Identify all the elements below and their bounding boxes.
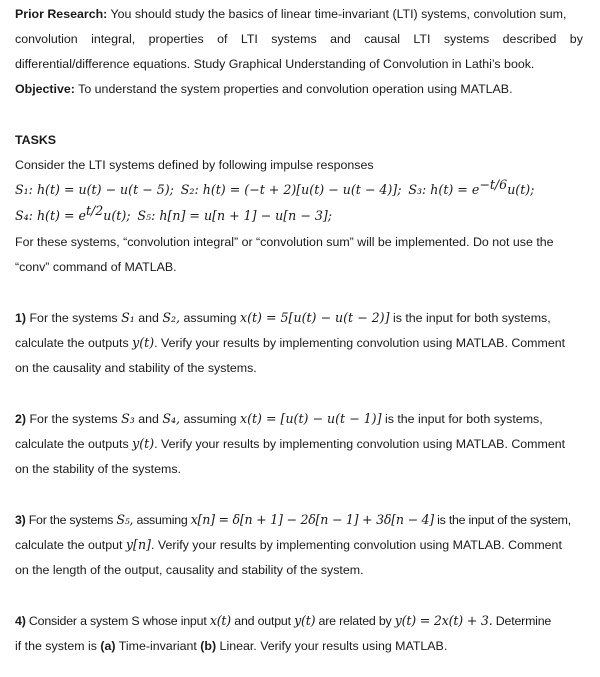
q3-line-3: on the length of the output, causality and stability of the system. — [15, 563, 364, 577]
s1-equation: h(t) = u(t) − u(t − 5); — [36, 182, 174, 197]
q4-linear: Linear. Verify your results using MATLAB. — [219, 639, 448, 653]
s5-label: S₅: — [137, 208, 160, 223]
s4-label: S₄: — [15, 208, 37, 223]
equations-row-2 — [15, 202, 583, 224]
prior-research-line-1 — [15, 6, 583, 22]
q1-input-eq: x(t) = 5[u(t) − u(t − 2)] — [239, 310, 390, 325]
q1-calc: calculate the outputs — [15, 336, 129, 350]
q2-s4: S₄, — [162, 411, 181, 426]
s4-equation: h(t) = e — [36, 208, 86, 223]
q1-and: and — [138, 311, 159, 325]
s4-tail: u(t); — [103, 208, 131, 223]
q2-number: 2) — [15, 412, 27, 426]
prior-research-line-3: differential/difference equations. Study Graphical Understanding of Convolution in Lathi’s book. — [15, 57, 535, 71]
q3-line-2 — [15, 537, 583, 553]
q4-text: Consider a system S whose input — [28, 614, 207, 628]
objective-label: Objective: — [15, 82, 75, 96]
q2-line-1 — [15, 411, 583, 427]
q3-output: y[n] — [125, 537, 151, 552]
word: integral, — [91, 32, 136, 46]
q1-verify: . Verify your results by implementing convolution using MATLAB. Comment — [154, 336, 566, 350]
q3-number: 3) — [15, 513, 26, 527]
prior-research-text-1: You should study the basics of linear time-invariant (LTI) systems, convolution sum, — [110, 7, 567, 21]
q2-line-2 — [15, 436, 583, 452]
word: of — [217, 32, 228, 46]
tasks-note-line-2: “conv” command of MATLAB. — [15, 260, 177, 274]
word: LTI — [413, 32, 431, 46]
s3-exponent: −t/6 — [479, 176, 508, 192]
q4-if-system: if the system is — [15, 639, 97, 653]
equations-row-1 — [15, 176, 583, 198]
s1-label: S₁: — [15, 182, 37, 197]
q2-rest: is the input for both systems, — [384, 412, 543, 426]
objective-text: To understand the system properties and convolution operation using MATLAB. — [78, 82, 513, 96]
word: properties — [148, 32, 204, 46]
word: LTI — [240, 32, 258, 46]
q2-and: and — [138, 412, 159, 426]
q4-and-output: and output — [234, 614, 291, 628]
q3-assuming: assuming — [136, 513, 188, 527]
word: systems — [271, 32, 317, 46]
q4-determine: Determine — [495, 614, 552, 628]
q3-verify: . Verify your results by implementing convolution using MATLAB. Comment — [150, 538, 562, 552]
tasks-heading: TASKS — [15, 133, 57, 147]
q1-output: y(t) — [132, 335, 155, 350]
q2-text: For the systems — [29, 412, 118, 426]
prior-research-label: Prior Research: — [15, 7, 108, 21]
q1-s2: S₂, — [162, 310, 181, 325]
q1-line-2 — [15, 335, 583, 351]
word: systems — [443, 32, 490, 46]
q4-line-2 — [15, 638, 583, 654]
q4-input: x(t) — [209, 613, 232, 628]
q1-text: For the systems — [29, 311, 118, 325]
word: and — [330, 32, 351, 46]
s3-tail: u(t); — [507, 182, 535, 197]
q4-number: 4) — [15, 614, 26, 628]
q3-s5: S₅, — [116, 512, 134, 527]
q2-s3: S₃ — [121, 411, 135, 426]
q4-output: y(t) — [294, 613, 316, 628]
q2-line-3: on the stability of the systems. — [15, 462, 181, 476]
word: described — [502, 32, 557, 46]
q2-assuming: assuming — [183, 412, 237, 426]
word: by — [569, 32, 583, 46]
s5-equation: h[n] = u[n + 1] − u[n − 3]; — [159, 208, 333, 223]
tasks-note-line-1: For these systems, “convolution integral” or “convolution sum” will be implemented. Do not use the — [15, 235, 554, 249]
q4-equation: y(t) = 2x(t) + 3. — [394, 613, 493, 628]
q3-rest: is the input of the system, — [437, 513, 571, 527]
q4-line-1 — [15, 613, 583, 629]
q3-calc: calculate the output — [15, 538, 123, 552]
q1-line-3: on the causality and stability of the systems. — [15, 361, 257, 375]
q2-verify: . Verify your results by implementing convolution using MATLAB. Comment — [154, 437, 566, 451]
s2-equation: h(t) = (−t + 2)[u(t) − u(t − 4)]; — [202, 182, 402, 197]
q3-text: For the systems — [28, 513, 114, 527]
q1-rest: is the input for both systems, — [392, 311, 551, 325]
q2-calc: calculate the outputs — [15, 437, 129, 451]
q1-line-1 — [15, 310, 583, 326]
q1-s1: S₁ — [121, 310, 135, 325]
q4-part-b: (b) — [200, 639, 217, 653]
tasks-intro: Consider the LTI systems defined by following impulse responses — [15, 158, 374, 172]
s3-label: S₃: — [408, 182, 431, 197]
word: convolution — [15, 32, 78, 46]
s4-exponent: t/2 — [85, 202, 104, 218]
q2-output: y(t) — [132, 436, 155, 451]
objective-line — [15, 81, 583, 97]
q1-assuming: assuming — [183, 311, 237, 325]
s2-label: S₂: — [180, 182, 203, 197]
q3-input-eq: x[n] = δ[n + 1] − 2δ[n − 1] + 3δ[n − 4] — [190, 512, 434, 527]
q4-time-invariant: Time-invariant — [118, 639, 197, 653]
q4-part-a: (a) — [100, 639, 116, 653]
q2-input-eq: x(t) = [u(t) − u(t − 1)] — [239, 411, 382, 426]
q1-number: 1) — [15, 311, 27, 325]
q4-related: are related by — [318, 614, 392, 628]
s3-equation: h(t) = e — [430, 182, 480, 197]
q3-line-1 — [15, 512, 583, 528]
word: causal — [364, 32, 401, 46]
prior-research-line-2 — [15, 31, 583, 47]
